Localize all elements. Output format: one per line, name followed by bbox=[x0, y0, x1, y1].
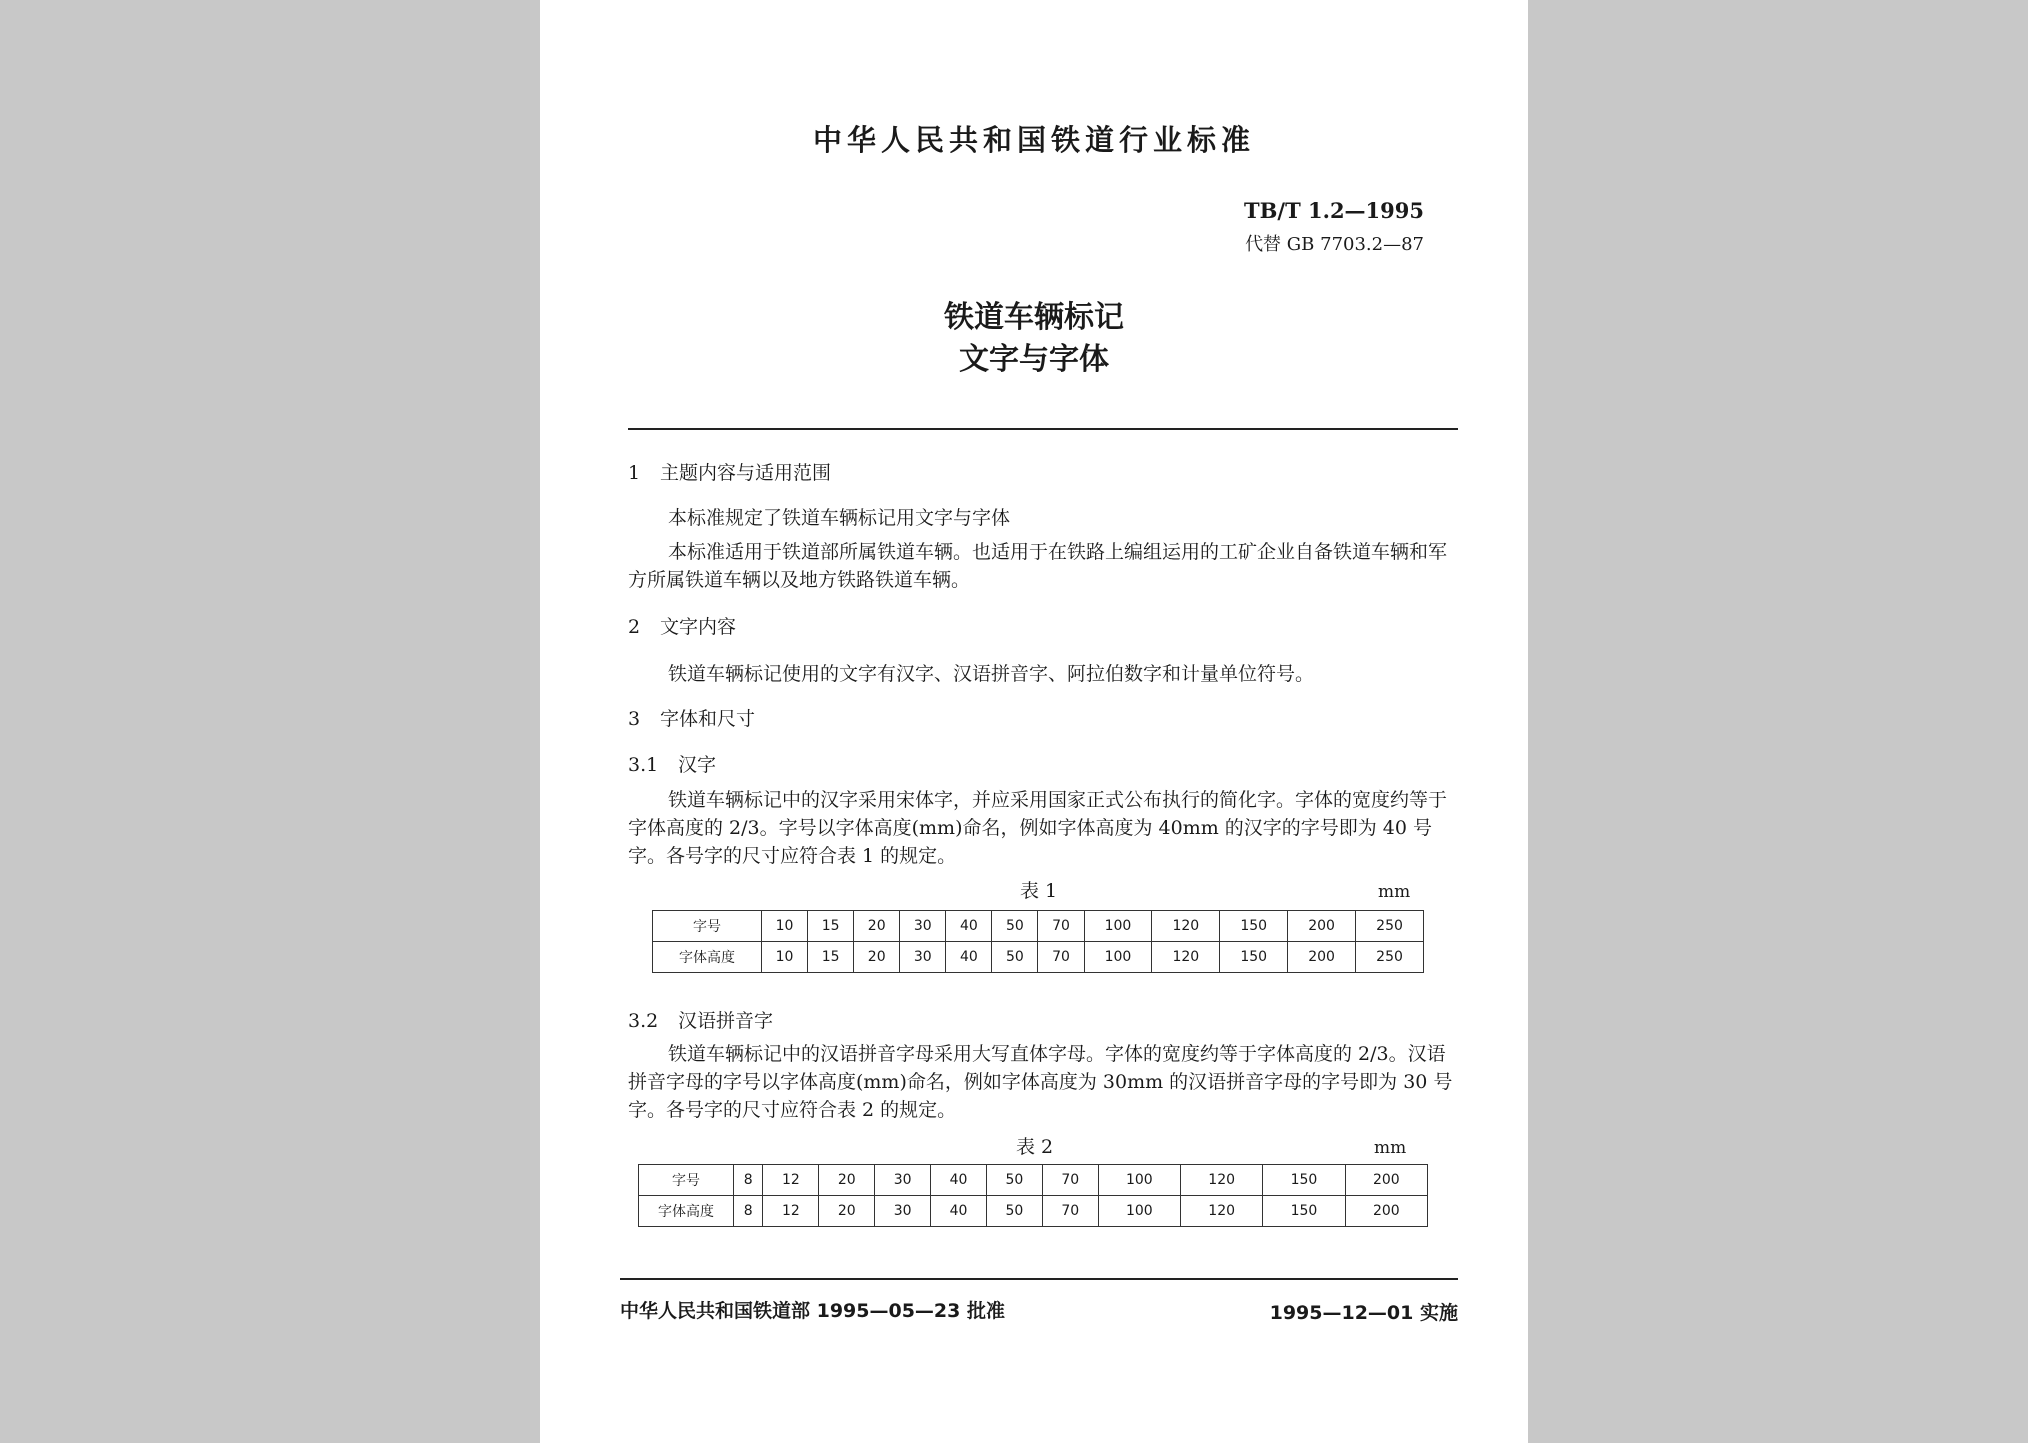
table-cell: 50 bbox=[992, 942, 1038, 973]
table-cell: 120 bbox=[1152, 942, 1220, 973]
table-cell: 70 bbox=[1038, 911, 1084, 942]
issuing-agency: 中华人民共和国铁道行业标准 bbox=[812, 123, 1255, 157]
table-row bbox=[639, 1196, 1428, 1227]
table-cell: 100 bbox=[1084, 942, 1152, 973]
section-1-paragraph-1: 本标准规定了铁道车辆标记用文字与字体 bbox=[668, 507, 1011, 529]
table-cell: 30 bbox=[875, 1165, 931, 1196]
header-divider bbox=[628, 428, 1458, 430]
table-cell: 200 bbox=[1345, 1196, 1427, 1227]
table-2-unit: mm bbox=[1374, 1138, 1407, 1158]
section-title: 汉语拼音字 bbox=[678, 1010, 774, 1032]
row-label: 字体高度 bbox=[653, 942, 762, 973]
table-cell: 30 bbox=[900, 911, 946, 942]
table-cell: 70 bbox=[1042, 1165, 1098, 1196]
table-cell: 50 bbox=[986, 1165, 1042, 1196]
table-cell: 150 bbox=[1263, 1165, 1345, 1196]
table-cell: 120 bbox=[1181, 1196, 1263, 1227]
table-cell: 120 bbox=[1152, 911, 1220, 942]
table-cell: 50 bbox=[986, 1196, 1042, 1227]
section-number: 3 bbox=[628, 708, 641, 730]
table-cell: 200 bbox=[1288, 911, 1356, 942]
section-3-heading bbox=[628, 704, 755, 731]
section-title: 字体和尺寸 bbox=[660, 708, 756, 730]
table-cell: 50 bbox=[992, 911, 1038, 942]
table-cell: 70 bbox=[1038, 942, 1084, 973]
row-label: 字体高度 bbox=[639, 1196, 734, 1227]
table-1-unit: mm bbox=[1378, 882, 1411, 902]
table-cell: 12 bbox=[763, 1165, 819, 1196]
table-cell: 100 bbox=[1098, 1165, 1180, 1196]
table-cell: 30 bbox=[900, 942, 946, 973]
table-cell: 8 bbox=[734, 1165, 763, 1196]
table-cell: 12 bbox=[763, 1196, 819, 1227]
table-cell: 10 bbox=[762, 942, 808, 973]
table-cell: 20 bbox=[819, 1196, 875, 1227]
section-title: 主题内容与适用范围 bbox=[660, 462, 832, 484]
table-cell: 8 bbox=[734, 1196, 763, 1227]
section-2-heading bbox=[628, 612, 736, 639]
row-label: 字号 bbox=[653, 911, 762, 942]
table-cell: 70 bbox=[1042, 1196, 1098, 1227]
replaces-standard: 代替 GB 7703.2—87 bbox=[1245, 234, 1424, 255]
table-1-caption: 表 1 bbox=[1020, 880, 1058, 902]
section-1-paragraph-2: 本标准适用于铁道部所属铁道车辆。也适用于在铁路上编组运用的工矿企业自备铁道车辆和军方所属铁道车辆以及地方铁路铁道车辆。 bbox=[628, 541, 1448, 591]
table-cell: 250 bbox=[1356, 911, 1424, 942]
section-number: 3.2 bbox=[628, 1010, 659, 1032]
table-cell: 10 bbox=[762, 911, 808, 942]
section-3-1-heading bbox=[628, 750, 716, 777]
table-cell: 40 bbox=[946, 942, 992, 973]
table-cell: 30 bbox=[875, 1196, 931, 1227]
table-cell: 15 bbox=[808, 911, 854, 942]
document-title-line2: 文字与字体 bbox=[959, 342, 1109, 377]
section-number: 3.1 bbox=[628, 754, 659, 776]
table-cell: 40 bbox=[946, 911, 992, 942]
table-cell: 100 bbox=[1098, 1196, 1180, 1227]
row-label: 字号 bbox=[639, 1165, 734, 1196]
table-cell: 200 bbox=[1288, 942, 1356, 973]
table-cell: 150 bbox=[1220, 911, 1288, 942]
section-2-paragraph-1: 铁道车辆标记使用的文字有汉字、汉语拼音字、阿拉伯数字和计量单位符号。 bbox=[668, 663, 1315, 685]
table-2-caption: 表 2 bbox=[1016, 1136, 1054, 1158]
section-3-2-heading bbox=[628, 1006, 773, 1033]
approval-line: 中华人民共和国铁道部 1995—05—23 批准 bbox=[620, 1300, 1005, 1322]
table-cell: 20 bbox=[819, 1165, 875, 1196]
implementation-date: 1995—12—01 实施 bbox=[1269, 1302, 1458, 1324]
section-3-2-paragraph: 铁道车辆标记中的汉语拼音字母采用大写直体字母。字体的宽度约等于字体高度的 2/3。汉语拼音字母的字号以字体高度(mm)命名，例如字体高度为 30mm 的汉语拼音字母的字号即为 30 号字。各号字的尺寸应符合表 2 的规定。 bbox=[628, 1043, 1453, 1121]
table-cell: 250 bbox=[1356, 942, 1424, 973]
section-number: 2 bbox=[628, 616, 641, 638]
table-cell: 20 bbox=[854, 942, 900, 973]
table-row bbox=[653, 942, 1424, 973]
table-cell: 40 bbox=[931, 1196, 987, 1227]
table-cell: 15 bbox=[808, 942, 854, 973]
table-cell: 120 bbox=[1181, 1165, 1263, 1196]
document-page bbox=[540, 0, 1528, 1443]
footer-divider bbox=[620, 1278, 1458, 1280]
table-cell: 150 bbox=[1220, 942, 1288, 973]
document-title-line1: 铁道车辆标记 bbox=[944, 300, 1124, 335]
section-number: 1 bbox=[628, 462, 641, 484]
table-2 bbox=[638, 1164, 1428, 1227]
table-row bbox=[639, 1165, 1428, 1196]
table-row bbox=[653, 911, 1424, 942]
section-1-heading bbox=[628, 458, 831, 485]
table-cell: 150 bbox=[1263, 1196, 1345, 1227]
section-3-1-paragraph: 铁道车辆标记中的汉字采用宋体字，并应采用国家正式公布执行的简化字。字体的宽度约等于字体高度的 2/3。字号以字体高度(mm)命名，例如字体高度为 40mm 的汉字的字号即为 40 号字。各号字的尺寸应符合表 1 的规定。 bbox=[628, 789, 1448, 867]
standard-code: TB/T 1.2—1995 bbox=[1244, 198, 1424, 223]
table-cell: 20 bbox=[854, 911, 900, 942]
table-cell: 200 bbox=[1345, 1165, 1427, 1196]
section-title: 汉字 bbox=[678, 754, 717, 776]
table-1 bbox=[652, 910, 1424, 973]
table-cell: 40 bbox=[931, 1165, 987, 1196]
table-cell: 100 bbox=[1084, 911, 1152, 942]
section-title: 文字内容 bbox=[660, 616, 737, 638]
